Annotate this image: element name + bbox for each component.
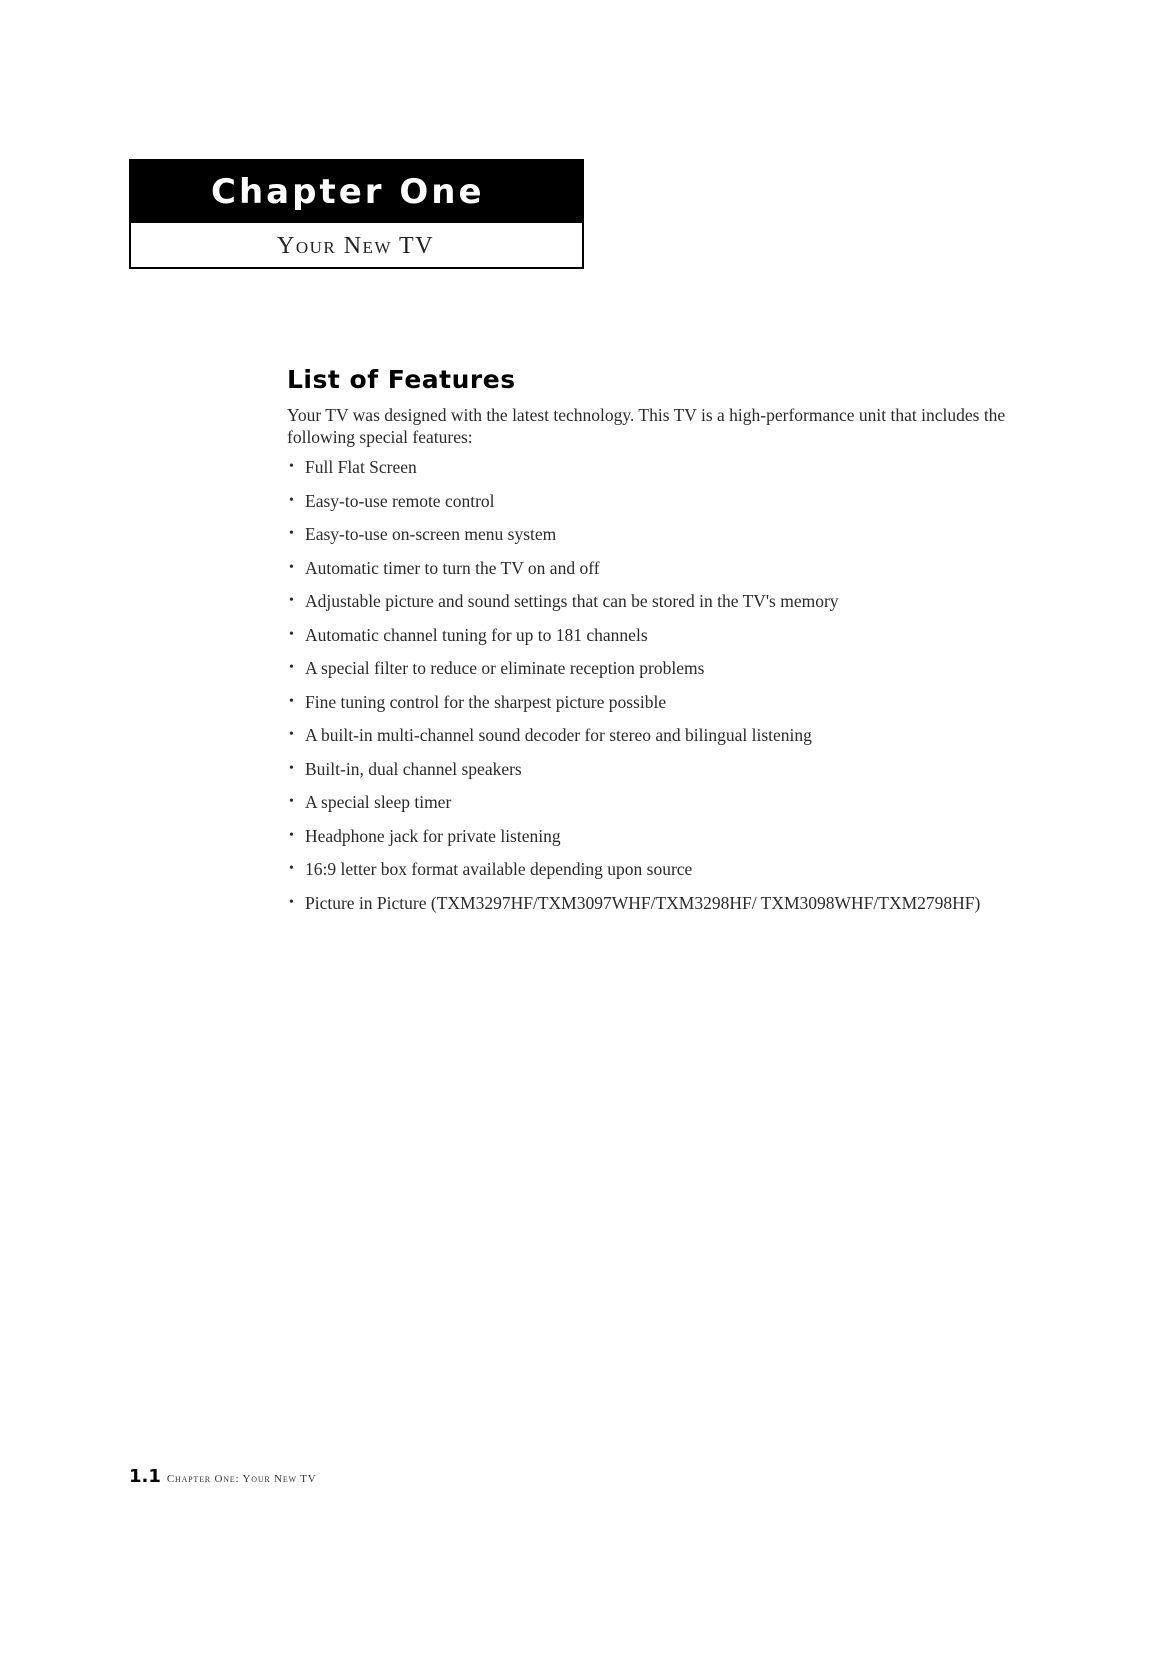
chapter-title: Chapter One [211, 172, 485, 212]
bullet-icon: • [289, 827, 294, 843]
list-item [287, 858, 1027, 880]
bullet-icon: • [289, 760, 294, 776]
running-title: Chapter One: Your New TV [166, 1473, 317, 1485]
chapter-header [129, 159, 584, 269]
list-item [287, 557, 1027, 579]
list-item-text: Picture in Picture (TXM3297HF/TXM3097WHF/TXM3298HF/ TXM3098WHF/TXM2798HF) [305, 892, 981, 913]
list-item [287, 490, 1027, 512]
list-item [287, 724, 1027, 746]
list-item-text: Easy-to-use on-screen menu system [305, 524, 557, 544]
list-item-text: Easy-to-use remote control [305, 490, 495, 511]
chapter-title-band [131, 161, 582, 223]
bullet-icon: • [289, 626, 294, 642]
bullet-icon: • [289, 459, 294, 474]
bullet-icon: • [289, 660, 294, 675]
list-item-text: Adjustable picture and sound settings that can be stored in the TV's memory [305, 591, 839, 611]
main-content [287, 365, 1027, 925]
chapter-subtitle: Your New TV [277, 232, 435, 259]
list-item-text: Headphone jack for private listening [305, 825, 561, 846]
bullet-icon: • [289, 693, 294, 709]
page-number: 1.1 [129, 1466, 161, 1487]
list-item-text: Fine tuning control for the sharpest picture possible [305, 691, 667, 712]
feature-list [287, 456, 1027, 914]
list-item-text: A special sleep timer [305, 792, 452, 812]
bullet-icon: • [289, 894, 294, 910]
bullet-icon: • [289, 727, 294, 742]
list-item [287, 758, 1027, 780]
bullet-icon: • [289, 593, 294, 608]
list-item [287, 691, 1027, 713]
list-item-text: A special filter to reduce or eliminate reception problems [305, 658, 705, 678]
list-item-text: Automatic timer to turn the TV on and off [305, 557, 600, 578]
list-item-text: Automatic channel tuning for up to 181 channels [305, 624, 648, 645]
bullet-icon: • [289, 492, 294, 508]
list-item [287, 791, 1027, 813]
bullet-icon: • [289, 526, 294, 541]
bullet-icon: • [289, 861, 294, 876]
list-item [287, 624, 1027, 646]
list-item-text: 16:9 letter box format available depending upon source [305, 859, 693, 879]
list-item [287, 590, 1027, 612]
list-item [287, 657, 1027, 679]
section-heading: List of Features [287, 365, 516, 394]
list-item-text: A built-in multi-channel sound decoder for stereo and bilingual listening [305, 725, 812, 745]
list-item [287, 825, 1027, 847]
list-item-text: Built-in, dual channel speakers [305, 758, 522, 779]
list-item-text: Full Flat Screen [305, 457, 417, 477]
bullet-icon: • [289, 794, 294, 809]
intro-paragraph: Your TV was designed with the latest technology. This TV is a high-performance unit that includes the following special features: [287, 405, 1006, 447]
list-item [287, 456, 1027, 478]
bullet-icon: • [289, 559, 294, 575]
page-footer [129, 1466, 316, 1487]
list-item [287, 523, 1027, 545]
list-item [287, 892, 1027, 914]
